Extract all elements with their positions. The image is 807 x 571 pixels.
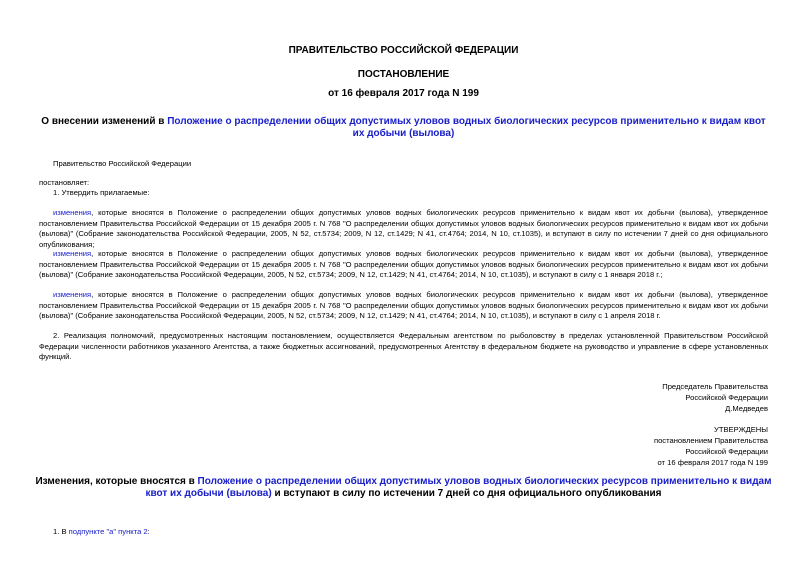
item-2-paragraph: 2. Реализация полномочий, предусмотренных настоящим постановлением, осуществляется Федеральным агентством по рыболовству в пределах установленной Правительством Российской Федерации численности работников указанного Агентства, а также бюджетных ассигнований, предусмотренных Агентству в федеральном бюджете на руководство и управление в сфере установленных функций. (39, 331, 768, 361)
annex-title-link[interactable]: Положение о распределении общих допустимых уловов водных биологических ресурсов применительно к видам квот их добычи (вылова) (145, 476, 772, 499)
decides-text: постановляет: (39, 178, 90, 187)
change-paragraph-3 (39, 290, 768, 322)
change-link-3[interactable]: изменения (53, 290, 92, 299)
signature-country: Российской Федерации (685, 393, 768, 402)
annex-title (30, 476, 777, 500)
annex-item-1-link[interactable]: подпункте "а" пункта 2 (68, 527, 148, 536)
annex-item-1-prefix: 1. В (53, 527, 69, 536)
approved-date: от 16 февраля 2017 года N 199 (657, 458, 768, 467)
change-text-3: , которые вносятся в Положение о распределении общих допустимых уловов водных биологических ресурсов применительно к видам квот их добычи (вылова), утвержденное постановлением Правительства Российской Федерации от 15 декабря 2005 г. N 768 "О распределении общих допустимых уловов водных биологических ресурсов применительно к видам квот их добычи (вылова)" (Собрание законодательства Российской Федерации, 2005, N 52, ст.5734; 2009, N 12, ст.1429; N 41, ст.4764; 2014, N 10, ст.1035), и вступают в силу с 1 апреля 2018 г. (39, 290, 768, 320)
signature-title: Председатель Правительства (662, 382, 768, 391)
item-1-text: 1. Утвердить прилагаемые: (53, 188, 150, 197)
title-prefix: О внесении изменений в (41, 116, 168, 127)
change-paragraph-1 (39, 208, 768, 250)
change-paragraph-2 (39, 249, 768, 281)
date-number-heading: от 16 февраля 2017 года N 199 (328, 88, 479, 99)
annex-title-prefix: Изменения, которые вносятся в (35, 476, 198, 487)
approved-label: УТВЕРЖДЕНЫ (714, 425, 768, 434)
change-text-1: , которые вносятся в Положение о распределении общих допустимых уловов водных биологических ресурсов применительно к видам квот их добычи (вылова), утвержденное постановлением Правительства Российской Федерации от 15 декабря 2005 г. N 768 "О распределении общих допустимых уловов водных биологических ресурсов применительно к видам квот их добычи (вылова)" (Собрание законодательства Российской Федерации, 2005, N 52, ст.5734; 2009, N 12, ст.1429; N 41, ст.4764; 2014, N 10, ст.1035), и вступают в силу по истечении 7 дней со дня официального опубликования; (39, 208, 768, 249)
change-link-2[interactable]: изменения (53, 249, 92, 258)
annex-item-1 (53, 527, 150, 538)
annex-item-1-suffix: : (147, 527, 150, 536)
document-title (40, 116, 767, 140)
document-type-heading: ПОСТАНОВЛЕНИЕ (357, 69, 450, 80)
approved-country: Российской Федерации (685, 447, 768, 456)
change-link-1[interactable]: изменения (53, 208, 92, 217)
annex-title-suffix: и вступают в силу по истечении 7 дней со дня официального опубликования (271, 488, 662, 499)
change-text-2: , которые вносятся в Положение о распределении общих допустимых уловов водных биологических ресурсов применительно к видам квот их добычи (вылова), утвержденное постановлением Правительства Российской Федерации от 15 декабря 2005 г. N 768 "О распределении общих допустимых уловов водных биологических ресурсов применительно к видам квот их добычи (вылова)" (Собрание законодательства Российской Федерации, 2005, N 52, ст.5734; 2009, N 12, ст.1429; N 41, ст.4764; 2014, N 10, ст.1035), и вступают в силу с 1 января 2018 г.; (39, 249, 768, 279)
title-link[interactable]: Положение о распределении общих допустимых уловов водных биологических ресурсов применительно к видам квот их добычи (вылова) (167, 116, 766, 139)
government-heading: ПРАВИТЕЛЬСТВО РОССИЙСКОЙ ФЕДЕРАЦИИ (288, 45, 519, 56)
signature-name: Д.Медведев (725, 404, 768, 413)
approved-by: постановлением Правительства (653, 436, 768, 445)
issuer-text: Правительство Российской Федерации (53, 159, 192, 168)
